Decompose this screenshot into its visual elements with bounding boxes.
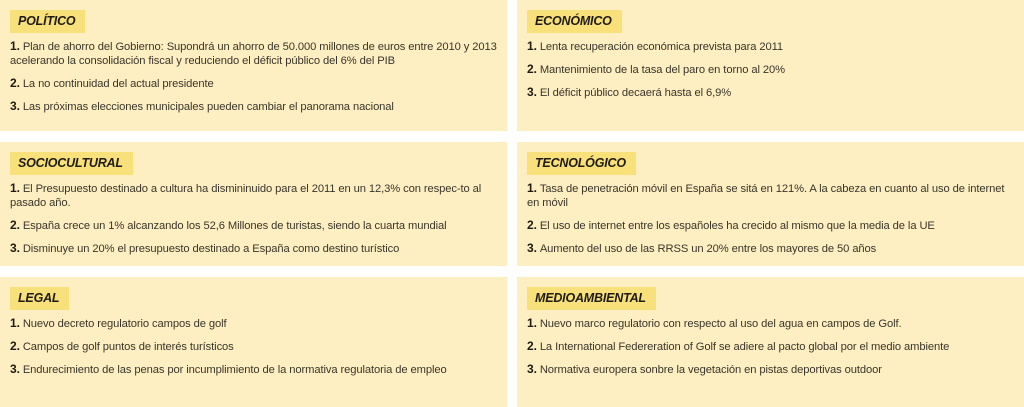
list-item xyxy=(527,85,1014,100)
list-item xyxy=(527,39,1014,54)
panel-sociocultural xyxy=(0,142,507,266)
item-number: 3. xyxy=(10,241,20,255)
panel-legal xyxy=(0,277,507,407)
item-list xyxy=(527,316,1014,377)
list-item xyxy=(10,316,497,331)
list-item xyxy=(527,362,1014,377)
list-item xyxy=(527,218,1014,233)
item-text: La International Federeration of Golf se adiere al pacto global por el medio ambiente xyxy=(539,341,950,353)
item-text: El uso de internet entre los españoles ha crecido al mismo que la media de la UE xyxy=(539,220,935,232)
list-item xyxy=(527,339,1014,354)
list-item xyxy=(527,316,1014,331)
list-item xyxy=(10,99,497,114)
list-item xyxy=(10,218,497,233)
item-list xyxy=(10,39,497,114)
list-item xyxy=(527,241,1014,256)
item-number: 3. xyxy=(527,241,537,255)
item-number: 2. xyxy=(527,62,537,76)
list-item xyxy=(10,362,497,377)
item-number: 1. xyxy=(10,181,20,195)
item-number: 2. xyxy=(527,339,537,353)
panel-title: MEDIOAMBIENTAL xyxy=(527,287,656,310)
item-text: La no continuidad del actual presidente xyxy=(22,78,214,90)
item-text: España crece un 1% alcanzando los 52,6 Millones de turistas, siendo la cuarta mundial xyxy=(22,220,447,232)
item-text: Plan de ahorro del Gobierno: Supondrá un ahorro de 50.000 millones de euros entre 2010 y 2013 acelerando la consolidación fiscal y reduciendo el déficit público del 6% del PIB xyxy=(10,41,497,67)
item-list xyxy=(10,316,497,377)
panel-economico xyxy=(517,0,1024,131)
item-number: 3. xyxy=(527,85,537,99)
item-text: Aumento del uso de las RRSS un 20% entre los mayores de 50 años xyxy=(539,243,877,255)
item-text: Normativa europera sonbre la vegetación en pistas deportivas outdoor xyxy=(539,364,882,376)
item-text: El Presupuesto destinado a cultura ha dismininuido para el 2011 en un 12,3% con respec-to al pasado año. xyxy=(10,183,482,209)
item-number: 1. xyxy=(10,316,20,330)
item-text: Endurecimiento de las penas por incumplimiento de la normativa regulatoria de empleo xyxy=(22,364,447,376)
item-number: 1. xyxy=(527,181,537,195)
item-number: 3. xyxy=(10,99,20,113)
list-item xyxy=(10,339,497,354)
item-text: Nuevo decreto regulatorio campos de golf xyxy=(22,318,227,330)
item-number: 2. xyxy=(10,339,20,353)
item-list xyxy=(527,181,1014,256)
list-item xyxy=(10,76,497,91)
panel-title: SOCIOCULTURAL xyxy=(10,152,133,175)
item-text: Mantenimiento de la tasa del paro en torno al 20% xyxy=(539,64,785,76)
list-item xyxy=(10,39,497,68)
panel-title: POLÍTICO xyxy=(10,10,85,33)
list-item xyxy=(527,62,1014,77)
list-item xyxy=(527,181,1014,210)
item-number: 1. xyxy=(527,316,537,330)
list-item xyxy=(10,181,497,210)
item-number: 2. xyxy=(10,218,20,232)
item-number: 2. xyxy=(10,76,20,90)
item-list xyxy=(10,181,497,256)
panel-medioambiental xyxy=(517,277,1024,407)
item-text: Lenta recuperación económica prevista para 2011 xyxy=(539,41,784,53)
panel-title: TECNOLÓGICO xyxy=(527,152,636,175)
item-number: 3. xyxy=(10,362,20,376)
panel-tecnologico xyxy=(517,142,1024,266)
panel-title: ECONÓMICO xyxy=(527,10,622,33)
item-number: 2. xyxy=(527,218,537,232)
item-text: El déficit público decaerá hasta el 6,9% xyxy=(539,87,732,99)
panel-title: LEGAL xyxy=(10,287,69,310)
item-text: Las próximas elecciones municipales pueden cambiar el panorama nacional xyxy=(22,101,394,113)
item-number: 1. xyxy=(10,39,20,53)
item-list xyxy=(527,39,1014,100)
item-text: Campos de golf puntos de interés turísticos xyxy=(22,341,234,353)
list-item xyxy=(10,241,497,256)
item-text: Tasa de penetración móvil en España se sitá en 121%. A la cabeza en cuanto al uso de internet en móvil xyxy=(527,183,1005,209)
item-text: Nuevo marco regulatorio con respecto al uso del agua en campos de Golf. xyxy=(539,318,902,330)
item-number: 1. xyxy=(527,39,537,53)
item-number: 3. xyxy=(527,362,537,376)
panel-politico xyxy=(0,0,507,131)
item-text: Disminuye un 20% el presupuesto destinado a España como destino turístico xyxy=(22,243,400,255)
